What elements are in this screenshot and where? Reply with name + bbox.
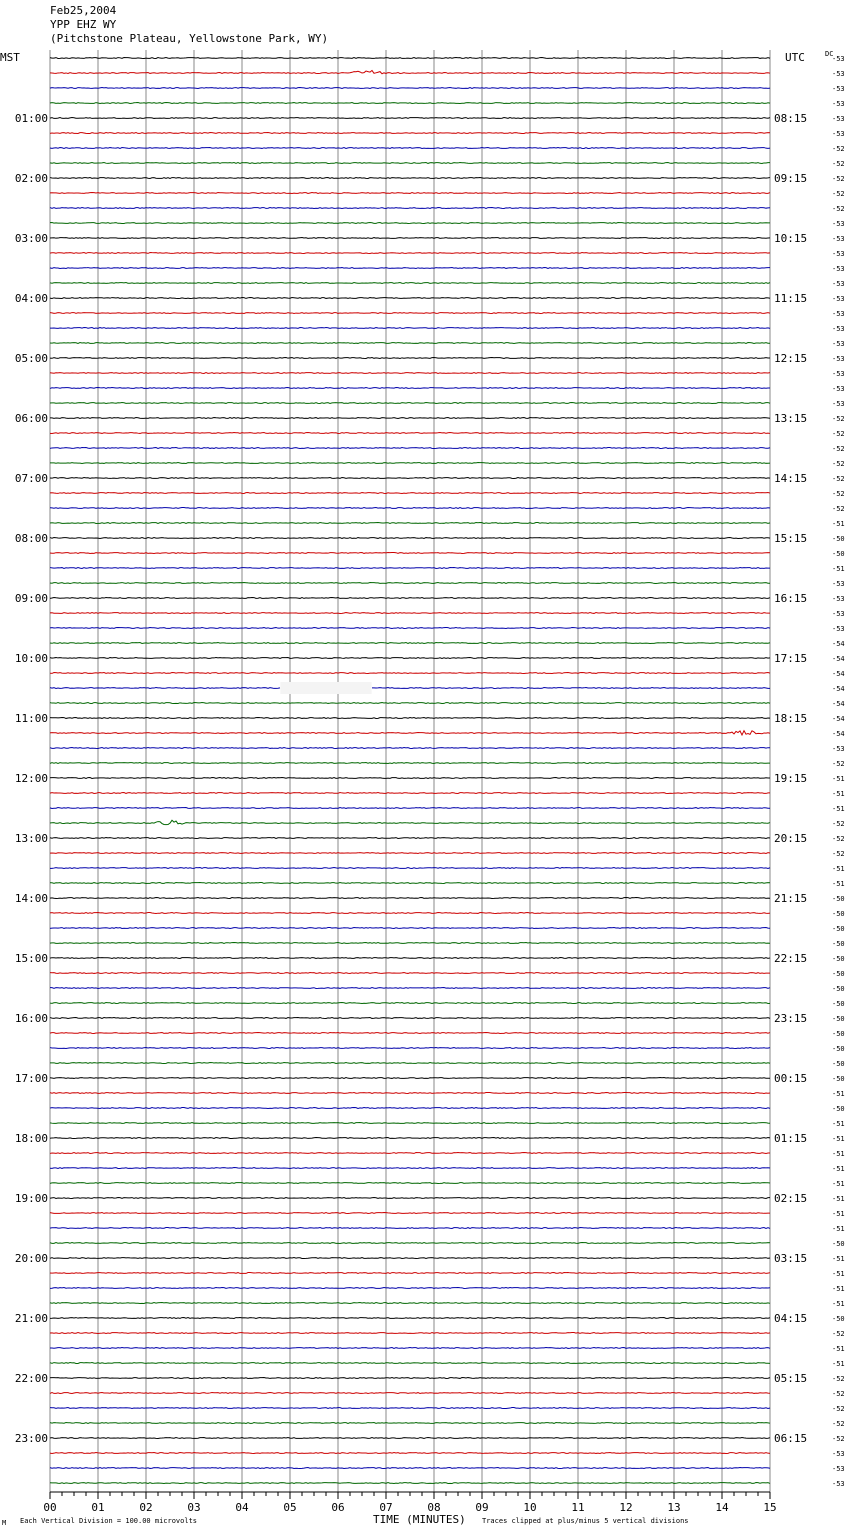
seismic-trace <box>50 688 770 689</box>
dc-offset-label: -51 <box>832 790 845 798</box>
mst-hour-label: 07:00 <box>14 472 48 485</box>
dc-offset-label: -51 <box>832 1150 845 1158</box>
dc-offset-label: -51 <box>832 1270 845 1278</box>
mst-hour-label: 22:00 <box>14 1372 48 1385</box>
grid <box>50 50 770 1499</box>
right-zone-label: UTC <box>785 51 805 64</box>
mst-hour-label: 14:00 <box>14 892 48 905</box>
seismic-trace <box>50 673 770 674</box>
mst-hour-label: 04:00 <box>14 292 48 305</box>
seismic-trace <box>50 898 770 899</box>
dc-offset-label: -52 <box>832 1405 845 1413</box>
x-tick-label: 09 <box>475 1501 489 1514</box>
seismic-trace <box>50 973 770 974</box>
x-tick-label: 01 <box>91 1501 105 1514</box>
x-tick-label: 15 <box>763 1501 777 1514</box>
seismic-trace <box>50 1318 770 1319</box>
x-tick-label: 05 <box>283 1501 297 1514</box>
x-tick-label: 11 <box>571 1501 585 1514</box>
seismic-trace <box>50 193 770 194</box>
dc-offset-label: -52 <box>832 415 845 423</box>
x-tick-label: 04 <box>235 1501 249 1514</box>
dc-offset-label: -51 <box>832 865 845 873</box>
dc-offset-label: -53 <box>832 250 845 258</box>
utc-hour-label: 02:15 <box>774 1192 808 1205</box>
dc-offset-label: -52 <box>832 205 845 213</box>
dc-offset-label: -52 <box>832 505 845 513</box>
utc-hour-label: 19:15 <box>774 772 808 785</box>
dc-offset-label: -51 <box>832 880 845 888</box>
dc-offset-label: -52 <box>832 190 845 198</box>
utc-hour-label: 09:15 <box>774 172 808 185</box>
dc-offset-label: -52 <box>832 490 845 498</box>
x-tick-label: 10 <box>523 1501 537 1514</box>
utc-hour-label: 22:15 <box>774 952 808 965</box>
dc-offset-label: -50 <box>832 925 845 933</box>
seismic-trace <box>50 538 770 539</box>
seismic-trace <box>50 1168 770 1169</box>
dc-offset-label: -53 <box>832 400 845 408</box>
seismic-trace <box>50 523 770 524</box>
dc-offset-label: -51 <box>832 1090 845 1098</box>
seismic-trace <box>50 298 770 299</box>
labels <box>0 50 845 1527</box>
seismic-trace <box>50 1273 770 1274</box>
dc-offset-label: -53 <box>832 1450 845 1458</box>
x-tick-label: 00 <box>43 1501 57 1514</box>
dc-offset-label: -51 <box>832 1135 845 1143</box>
dc-offset-label: -50 <box>832 535 845 543</box>
seismic-trace <box>50 1063 770 1064</box>
dc-offset-label: -50 <box>832 1060 845 1068</box>
seismic-trace <box>50 1258 770 1259</box>
seismic-trace <box>50 88 770 89</box>
dc-offset-label: -51 <box>832 1360 845 1368</box>
x-tick-label: 03 <box>187 1501 201 1514</box>
dc-offset-label: -52 <box>832 835 845 843</box>
dc-offset-label: -50 <box>832 910 845 918</box>
seismic-trace <box>50 1483 770 1484</box>
seismic-trace <box>50 433 770 434</box>
dc-offset-label: -52 <box>832 475 845 483</box>
dc-offset-label: -52 <box>832 1435 845 1443</box>
corner-mark: M <box>2 1519 7 1527</box>
dc-offset-label: -50 <box>832 970 845 978</box>
seismic-trace <box>50 133 770 134</box>
dc-offset-label: -52 <box>832 1375 845 1383</box>
utc-hour-label: 03:15 <box>774 1252 808 1265</box>
dc-offset-label: -51 <box>832 1195 845 1203</box>
left-zone-label: MST <box>0 51 20 64</box>
dc-offset-label: -51 <box>832 1285 845 1293</box>
seismic-trace <box>50 1378 770 1379</box>
mst-hour-label: 20:00 <box>14 1252 48 1265</box>
chart-date: Feb25,2004 <box>50 4 117 17</box>
seismic-trace <box>50 1018 770 1019</box>
utc-hour-label: 11:15 <box>774 292 808 305</box>
dc-offset-label: -51 <box>832 1345 845 1353</box>
seismic-trace <box>50 943 770 944</box>
seismic-trace <box>50 1288 770 1289</box>
dc-offset-label: -53 <box>832 1480 845 1488</box>
dc-offset-label: -53 <box>832 355 845 363</box>
seismic-trace <box>50 478 770 479</box>
seismic-trace <box>50 1108 770 1109</box>
dc-offset-label: -53 <box>832 1465 845 1473</box>
utc-hour-label: 01:15 <box>774 1132 808 1145</box>
seismic-trace <box>50 658 770 659</box>
clip-note: Traces clipped at plus/minus 5 vertical divisions <box>482 1517 689 1525</box>
seismic-trace <box>50 748 770 749</box>
x-axis-title: TIME (MINUTES) <box>373 1513 466 1526</box>
station-location: (Pitchstone Plateau, Yellowstone Park, WY) <box>50 32 329 45</box>
dc-offset-label: -53 <box>832 310 845 318</box>
seismic-trace <box>50 103 770 104</box>
seismic-trace <box>50 373 770 374</box>
mst-hour-label: 09:00 <box>14 592 48 605</box>
dc-offset-label: -50 <box>832 1030 845 1038</box>
seismic-trace <box>50 253 770 254</box>
x-tick-label: 13 <box>667 1501 681 1514</box>
mst-hour-label: 15:00 <box>14 952 48 965</box>
seismic-trace <box>50 778 770 779</box>
seismic-trace <box>50 1093 770 1094</box>
dc-offset-label: -53 <box>832 100 845 108</box>
seismic-trace <box>50 70 770 73</box>
seismic-trace <box>50 838 770 839</box>
dc-offset-label: -53 <box>832 55 845 63</box>
utc-hour-label: 00:15 <box>774 1072 808 1085</box>
dc-offset-label: -53 <box>832 295 845 303</box>
seismic-trace <box>50 178 770 179</box>
seismic-trace <box>50 1363 770 1364</box>
utc-hour-label: 17:15 <box>774 652 808 665</box>
dc-offset-label: -52 <box>832 160 845 168</box>
dc-offset-label: -53 <box>832 370 845 378</box>
dc-offset-label: -50 <box>832 985 845 993</box>
dc-offset-label: -54 <box>832 670 845 678</box>
x-tick-label: 14 <box>715 1501 729 1514</box>
seismic-trace <box>50 553 770 554</box>
seismic-trace <box>50 1348 770 1349</box>
seismic-trace <box>50 958 770 959</box>
dc-offset-label: -54 <box>832 715 845 723</box>
seismic-trace <box>50 1138 770 1139</box>
x-tick-label: 12 <box>619 1501 633 1514</box>
mst-hour-label: 03:00 <box>14 232 48 245</box>
seismic-trace <box>50 493 770 494</box>
dc-offset-label: -52 <box>832 1390 845 1398</box>
mst-hour-label: 21:00 <box>14 1312 48 1325</box>
seismic-trace <box>50 1423 770 1424</box>
mst-hour-label: 23:00 <box>14 1432 48 1445</box>
dc-offset-label: -53 <box>832 340 845 348</box>
scale-note: Each Vertical Division = 100.00 microvolts <box>20 1517 198 1525</box>
utc-hour-label: 06:15 <box>774 1432 808 1445</box>
utc-hour-label: 12:15 <box>774 352 808 365</box>
utc-hour-label: 14:15 <box>774 472 808 485</box>
seismic-trace <box>50 568 770 569</box>
seismic-trace <box>50 598 770 599</box>
dc-offset-label: -50 <box>832 1045 845 1053</box>
mst-hour-label: 11:00 <box>14 712 48 725</box>
seismic-trace <box>50 1408 770 1409</box>
dc-offset-label: -53 <box>832 610 845 618</box>
dc-offset-label: -54 <box>832 700 845 708</box>
dc-offset-label: -50 <box>832 1315 845 1323</box>
mst-hour-label: 16:00 <box>14 1012 48 1025</box>
dc-offset-label: -53 <box>832 85 845 93</box>
seismic-trace <box>50 118 770 119</box>
mst-hour-label: 01:00 <box>14 112 48 125</box>
seismic-trace <box>50 643 770 644</box>
seismic-trace <box>50 448 770 449</box>
seismic-trace <box>50 613 770 614</box>
seismic-trace <box>50 731 770 735</box>
utc-hour-label: 13:15 <box>774 412 808 425</box>
seismic-trace <box>50 1393 770 1394</box>
seismic-trace <box>50 1078 770 1079</box>
seismic-trace <box>50 820 770 824</box>
seismic-trace <box>50 808 770 809</box>
utc-hour-label: 04:15 <box>774 1312 808 1325</box>
dc-offset-label: -51 <box>832 1165 845 1173</box>
dc-offset-label: -51 <box>832 1300 845 1308</box>
seismic-trace <box>50 703 770 704</box>
dc-offset-label: -53 <box>832 625 845 633</box>
dc-offset-label: -53 <box>832 280 845 288</box>
dc-heading: DC <box>825 50 834 58</box>
dc-offset-label: -53 <box>832 115 845 123</box>
dc-offset-label: -51 <box>832 1255 845 1263</box>
mst-hour-label: 19:00 <box>14 1192 48 1205</box>
dc-offset-label: -52 <box>832 1330 845 1338</box>
dc-offset-label: -50 <box>832 1000 845 1008</box>
x-tick-label: 02 <box>139 1501 153 1514</box>
dc-offset-label: -50 <box>832 550 845 558</box>
dc-offset-label: -54 <box>832 655 845 663</box>
seismic-trace <box>50 58 770 59</box>
station-code: YPP EHZ WY <box>50 18 117 31</box>
mst-hour-label: 02:00 <box>14 172 48 185</box>
dc-offset-label: -53 <box>832 595 845 603</box>
seismic-trace <box>50 1453 770 1454</box>
dc-offset-label: -51 <box>832 565 845 573</box>
dc-offset-label: -51 <box>832 775 845 783</box>
seismic-trace <box>50 583 770 584</box>
seismic-trace <box>50 853 770 854</box>
dc-offset-label: -50 <box>832 1240 845 1248</box>
mst-hour-label: 13:00 <box>14 832 48 845</box>
dc-offset-label: -52 <box>832 175 845 183</box>
dc-offset-label: -52 <box>832 760 845 768</box>
dc-offset-label: -51 <box>832 1210 845 1218</box>
seismic-trace <box>50 1123 770 1124</box>
utc-hour-label: 10:15 <box>774 232 808 245</box>
mst-hour-label: 05:00 <box>14 352 48 365</box>
seismic-trace <box>50 403 770 404</box>
mst-hour-label: 12:00 <box>14 772 48 785</box>
dc-offset-label: -51 <box>832 1120 845 1128</box>
x-tick-label: 08 <box>427 1501 441 1514</box>
dc-offset-label: -54 <box>832 685 845 693</box>
dc-offset-label: -53 <box>832 325 845 333</box>
seismic-trace <box>50 283 770 284</box>
seismic-trace <box>50 928 770 929</box>
dc-offset-label: -52 <box>832 430 845 438</box>
dc-offset-label: -51 <box>832 520 845 528</box>
seismic-trace <box>50 793 770 794</box>
seismic-trace <box>50 343 770 344</box>
dc-offset-label: -50 <box>832 1105 845 1113</box>
seismic-trace <box>50 1228 770 1229</box>
seismic-trace <box>50 1048 770 1049</box>
dc-offset-label: -51 <box>832 805 845 813</box>
seismic-trace <box>50 268 770 269</box>
dc-offset-label: -51 <box>832 1180 845 1188</box>
seismic-trace <box>50 1213 770 1214</box>
seismic-trace <box>50 358 770 359</box>
dc-offset-label: -53 <box>832 235 845 243</box>
seismic-trace <box>50 328 770 329</box>
dc-offset-label: -52 <box>832 850 845 858</box>
dc-offset-label: -54 <box>832 730 845 738</box>
utc-hour-label: 21:15 <box>774 892 808 905</box>
seismic-trace <box>50 163 770 164</box>
mst-hour-label: 10:00 <box>14 652 48 665</box>
dc-offset-label: -53 <box>832 220 845 228</box>
seismic-trace <box>50 1183 770 1184</box>
seismic-trace <box>50 628 770 629</box>
dc-offset-label: -50 <box>832 895 845 903</box>
seismic-trace <box>50 508 770 509</box>
utc-hour-label: 20:15 <box>774 832 808 845</box>
dc-offset-label: -53 <box>832 265 845 273</box>
seismic-trace <box>50 1033 770 1034</box>
utc-hour-label: 08:15 <box>774 112 808 125</box>
seismic-trace <box>50 1333 770 1334</box>
dc-offset-label: -52 <box>832 460 845 468</box>
utc-hour-label: 18:15 <box>774 712 808 725</box>
seismic-trace <box>50 1153 770 1154</box>
seismic-trace <box>50 208 770 209</box>
mst-hour-label: 08:00 <box>14 532 48 545</box>
seismic-trace <box>50 463 770 464</box>
seismic-trace <box>50 1303 770 1304</box>
seismic-trace <box>50 913 770 914</box>
dc-offset-label: -52 <box>832 145 845 153</box>
seismic-trace <box>50 718 770 719</box>
seismic-trace <box>50 1438 770 1439</box>
dc-offset-label: -52 <box>832 820 845 828</box>
dc-offset-label: -53 <box>832 70 845 78</box>
traces <box>50 58 770 1484</box>
seismic-trace <box>50 148 770 149</box>
dc-offset-label: -54 <box>832 640 845 648</box>
dc-offset-label: -50 <box>832 1015 845 1023</box>
utc-hour-label: 16:15 <box>774 592 808 605</box>
mst-hour-label: 06:00 <box>14 412 48 425</box>
dc-offset-label: -50 <box>832 940 845 948</box>
utc-hour-label: 23:15 <box>774 1012 808 1025</box>
seismic-trace <box>50 988 770 989</box>
dc-offset-label: -53 <box>832 385 845 393</box>
seismic-trace <box>50 1468 770 1469</box>
dc-offset-label: -52 <box>832 1420 845 1428</box>
x-tick-label: 07 <box>379 1501 393 1514</box>
seismic-trace <box>50 883 770 884</box>
mst-hour-label: 17:00 <box>14 1072 48 1085</box>
seismic-trace <box>50 763 770 764</box>
seismic-trace <box>50 388 770 389</box>
seismic-trace <box>50 1243 770 1244</box>
dc-offset-label: -53 <box>832 745 845 753</box>
seismic-trace <box>50 223 770 224</box>
seismic-trace <box>50 313 770 314</box>
dc-offset-label: -52 <box>832 445 845 453</box>
utc-hour-label: 15:15 <box>774 532 808 545</box>
seismic-trace <box>50 1003 770 1004</box>
utc-hour-label: 05:15 <box>774 1372 808 1385</box>
seismic-trace <box>50 238 770 239</box>
dc-offset-label: -53 <box>832 580 845 588</box>
dc-offset-label: -51 <box>832 1225 845 1233</box>
seismic-trace <box>50 1198 770 1199</box>
dc-offset-label: -50 <box>832 955 845 963</box>
seismic-trace <box>50 868 770 869</box>
data-gap <box>280 682 371 694</box>
x-tick-label: 06 <box>331 1501 345 1514</box>
dc-offset-label: -53 <box>832 130 845 138</box>
seismic-trace <box>50 418 770 419</box>
dc-offset-label: -50 <box>832 1075 845 1083</box>
mst-hour-label: 18:00 <box>14 1132 48 1145</box>
